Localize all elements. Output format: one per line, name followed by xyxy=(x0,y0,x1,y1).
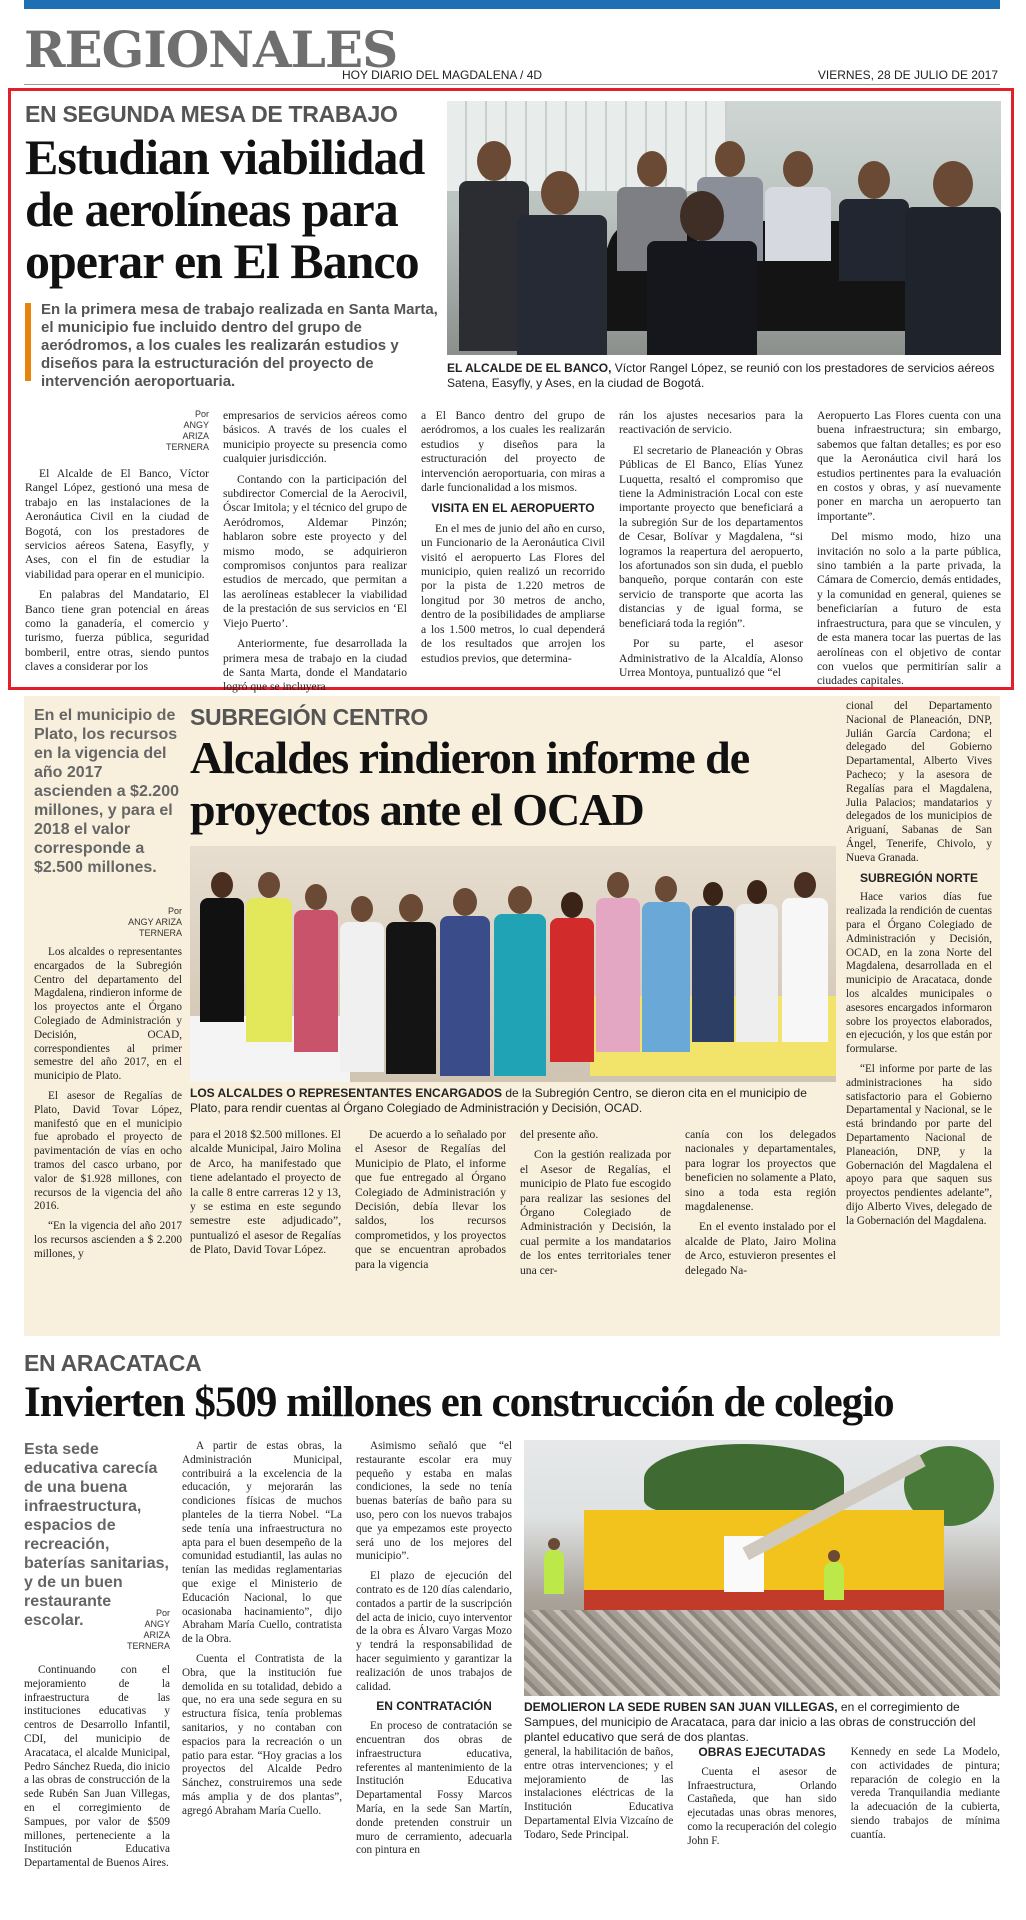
paragraph: Cuenta el asesor de Infraestructura, Orlando Castañeda, que han sido ejecutadas unas obras menores, como la recuperación del colegio John F. xyxy=(687,1765,837,1847)
red-wall-band xyxy=(584,1590,944,1610)
official xyxy=(692,882,734,1042)
caption-lead: DEMOLIERON LA SEDE RUBEN SAN JUAN VILLEGAS, xyxy=(524,1700,838,1714)
caption-text: de la Subregión Centro, se dieron cita en el municipio de Plato, para rendir cuentas al Órgano Colegiado de Administración y Decisión, OCAD. xyxy=(190,1086,807,1115)
paragraph: El plazo de ejecución del contrato es de 120 días calendario, contados a partir de la suscripción del acta de inicio, cuyo interventor de la obra es Álvaro Vargas Mozo y tendrá la responsabilidad de hacer seguimiento y garantizar la realización de unos trabajos de calidad. xyxy=(356,1570,512,1693)
caption-lead: LOS ALCALDES O REPRESENTANTES ENCARGADOS xyxy=(190,1086,503,1100)
article1-lead: En la primera mesa de trabajo realizada en Santa Marta, el municipio fue incluido dentro del grupo de aeródromos, a los cuales les realizarán estudios y diseños para la estructuración del proyecto de intervención aeroportuaria. xyxy=(41,301,438,390)
article2-caption xyxy=(190,1086,836,1116)
article1-column xyxy=(25,409,209,681)
article2-column xyxy=(685,1128,836,1328)
official xyxy=(386,894,436,1074)
group-photo xyxy=(190,846,836,1082)
official xyxy=(596,872,640,1052)
paragraph: Aeropuerto Las Flores cuenta con una buena infraestructura; sin embargo, sabemos que faltan detalles; es por eso que la Aeronáutica civil hará los estudios pertinentes para la evaluación en costos y obras, y así nuevamente poner en marcha un aeropuerto tan importante”. xyxy=(817,409,1001,523)
paragraph: canía con los delegados nacionales y departamentales, para lograr los proyectos que beneficien no solamente a Plato, sino a toda esta región magdalenense. xyxy=(685,1128,836,1214)
attendee xyxy=(765,151,831,261)
paragraph: Continuando con el mejoramiento de la infraestructura de las instituciones educativas y centros de Desarrollo Infantil, CDI, del municipio de Aracataca, el alcalde Municipal, Pedro Sánchez Rueda, dio inicio a las obras de construcción de la sede Rubén San Juan Villegas, en el corregimiento de Sampues, por valor de $509 millones, perteneciente a la Institución Educativa Departamental de Buenos Aires. xyxy=(24,1664,170,1870)
paragraph: En el mes de junio del año en curso, un Funcionario de la Aeronáutica Civil visitó el aeropuerto Las Flores del municipio, quien realizó un recorrido por la pista de 1.220 metros de longitud por 30 metros de ancho, dentro de la posibilidades de ampliarse a los 1.500 metros, lo cual dependerá de los resultados que arrojen los estudios previos, que determina- xyxy=(421,521,605,665)
article-ocad[interactable] xyxy=(24,696,1000,1336)
byline: Por ANGY ARIZA TERNERA xyxy=(165,409,209,452)
paragraph: El secretario de Planeación y Obras Públicas de El Banco, Elías Yunez Luquetta, resaltó el compromiso que tiene la Administración Local con este importante proyecto que beneficiará a la subregión Sur de los departamentos de Cesar, Bolívar y Magdalena, “si logramos la reapertura del aeropuerto, los afortunados son sin duda, el pueblo banqueño, porque contarán con este servicio de transporte que acorta las distancias y de igual forma, se beneficiará toda la región”. xyxy=(619,443,803,630)
attendee xyxy=(647,191,757,355)
publication-info: HOY DIARIO DEL MAGDALENA / 4D xyxy=(342,68,543,82)
caption-text: Víctor Rangel López, se reunió con los prestadores de servicios aéreos Satena, Easyfly, y Ases, en la ciudad de Bogotá. xyxy=(447,361,995,390)
subhead: EN CONTRATACIÓN xyxy=(376,1699,492,1714)
paragraph: Del mismo modo, hizo una invitación no solo a la parte pública, sino también a la parte privada, la Cámara de Comercio, demás entidades, y la comunidad en general, quienes se beneficiarían a futuro de esta infraestructura, para que se vinculen, y de esta manera tocar las puertas de las aerolíneas con el objetivo de contar con vuelos que permitirían salir a ciudades capitales. xyxy=(817,530,1001,688)
caption-text: en el corregimiento de Sampues, del municipio de Aracataca, para dar inicio a las obras de construcción del plantel educativo que será de dos plantas. xyxy=(524,1700,976,1744)
demolition-photo xyxy=(524,1440,1000,1696)
paragraph: Anteriormente, fue desarrollada la primera mesa de trabajo en la ciudad de Santa Marta, donde el Mandatario logró que se incluyera xyxy=(223,637,407,694)
article1-column xyxy=(223,409,407,694)
lead-accent-bar xyxy=(25,303,31,381)
attendee xyxy=(517,171,607,355)
paragraph: Los alcaldes o representantes encargados de la Subregión Centro del departamento del Magdalena, rindieron informe de los proyectos ante el Órgano Colegiado de Administración y Decisión, OCAD, correspondientes al primer semestre del año 2017, en el municipio de Plato. xyxy=(34,946,182,1083)
official xyxy=(550,892,594,1062)
official xyxy=(246,872,292,1042)
worker xyxy=(544,1538,564,1594)
article3-caption xyxy=(524,1700,1000,1745)
article1-headline: Estudian viabilidad de aerolíneas para operar en El Banco xyxy=(25,129,425,289)
trees xyxy=(644,1444,844,1514)
official xyxy=(200,872,244,1022)
official xyxy=(642,876,690,1052)
official xyxy=(440,888,490,1076)
paragraph: “El informe por parte de las administraciones ha sido satisfactorio para el Gobierno Departamental y Nacional, se le está brindando por parte del Departamento Nacional de Planeación, DNP, y la Gobernación del Magdalena el apoyo para que saquen sus proyectos pendientes adelante”, dijo Alberto Vives, delegado de la Gobernación del Magdalena. xyxy=(846,1062,992,1227)
paragraph: En el evento instalado por el alcalde de Plato, Jairo Molina de Arco, estuvieron presentes el delegado Na- xyxy=(685,1220,836,1277)
attendee xyxy=(905,161,1001,355)
issue-date: VIERNES, 28 DE JULIO DE 2017 xyxy=(817,68,998,82)
subhead: OBRAS EJECUTADAS xyxy=(698,1745,826,1759)
paragraph: Por su parte, el asesor Administrativo de la Alcaldía, Alonso Urrea Montoya, puntualizó que “el xyxy=(619,637,803,679)
paragraph: Asimismo señaló que “el restaurante escolar era muy pequeño y estaba en malas condiciones, la sede no tenía buenas baterías de baño para su uso, pero con los nuevos trabajos que ya empezamos este proyecto será uno de los mejores del municipio”. xyxy=(356,1440,512,1563)
article3-bottom-body xyxy=(524,1746,1000,1906)
paragraph: cional del Departamento Nacional de Planeación, DNP, Julián García Cardona; el delegado del Gobierno Departamental, Alberto Vives Pacheco; y la asesora de Regalías para el Magdalena, Julia Palacios; mandatarios y delegados de los municipios de Ariguaní, Sabanas de San Ángel, Tenerife, Chivolo, y Nueva Granada. xyxy=(846,700,992,864)
official xyxy=(494,886,546,1076)
article3-column xyxy=(182,1440,342,1825)
article2-column xyxy=(355,1128,506,1328)
article2-kicker: SUBREGIÓN CENTRO xyxy=(190,704,428,730)
paragraph: “En la vigencia del año 2017 los recursos ascienden a $ 2.200 millones, y xyxy=(34,1220,182,1260)
article3-left-column xyxy=(24,1664,170,1877)
article3-kicker: EN ARACATACA xyxy=(24,1350,202,1376)
paragraph: para el 2018 $2.500 millones. El alcalde Municipal, Jairo Molina de Arco, ha manifestado que tiene adelantado el proyecto de la calle 8 entre carreras 12 y 13, y se estima en este segundo semestre este adjudicado”, puntualizó el asesor de Regalías de Plato, David Tovar López. xyxy=(190,1128,342,1257)
article2-headline: Alcaldes rindieron informe de proyectos ante el OCAD xyxy=(190,732,750,835)
article2-column xyxy=(520,1128,671,1328)
top-color-bar xyxy=(24,0,1000,9)
article3-pullquote: Esta sede educativa carecía de una buena infraestructura, espacios de recreación, baterías sanitarias, y de un buen restaurante escolar. xyxy=(24,1441,169,1629)
article-el-banco[interactable] xyxy=(8,88,1014,694)
official xyxy=(294,884,338,1052)
paragraph: a El Banco dentro del grupo de aeródromos, a los cuales les realizarán estudios y diseños para la estructuración del proyecto de intervención aeroportuaria, con miras a darle funcionalidad a los mismos. xyxy=(421,409,605,495)
caption-lead: EL ALCALDE DE EL BANCO, xyxy=(447,361,612,375)
article3-column xyxy=(524,1746,673,1906)
article2-column xyxy=(190,1128,341,1328)
article3-headline: Invierten $509 millones en construcción de colegio xyxy=(24,1379,894,1426)
article2-left-column xyxy=(34,946,182,1268)
attendee xyxy=(839,161,909,281)
subhead: VISITA EN EL AEROPUERTO xyxy=(431,501,595,516)
article2-byline: Por ANGY ARIZA TERNERA xyxy=(128,906,182,938)
paragraph: Con la gestión realizada por el Asesor de Regalías, el municipio de Plato fue escogido para realizar las sesiones del Órgano Colegiado de Administración y Decisión, la cual permite a los mandatarios de los entes territoriales tener una cer- xyxy=(520,1148,671,1277)
article1-caption xyxy=(447,361,1001,391)
article3-column xyxy=(687,1746,836,1906)
rubble xyxy=(524,1610,1000,1696)
paragraph: general, la habilitación de baños, entre otras intervenciones; y el mejoramiento de las instalaciones eléctricas de la Institución Educativa Departamental Elvia Vizcaíno de Todaro, Sede Principal. xyxy=(524,1746,674,1841)
subhead: SUBREGIÓN NORTE xyxy=(859,870,978,885)
article-aracataca[interactable] xyxy=(24,1346,1000,1912)
paragraph: Contando con la participación del subdirector Comercial de la Aerocivil, Óscar Imitola; y el técnico del grupo de Aeródromos, Aldemar Pinzón; hablaron sobre este proyecto y del mismo modo, se adquirieron compromisos conjuntos para realizar estudios de mercado, que permitan a las aerolíneas establecer la viabilidad de la prestación de sus servicios en ‘El Viejo Puerto’. xyxy=(223,472,407,630)
article1-column xyxy=(421,409,605,681)
article2-right-column xyxy=(846,700,992,1234)
official xyxy=(736,880,778,1042)
worker xyxy=(824,1550,844,1600)
paragraph: A partir de estas obras, la Administración Municipal, contribuirá a la excelencia de la educación, y mejorarán las condiciones físicas de muchos planteles de la tierra Nobel. “La sede tenía una infraestructura no apta para el buen desempeño de la comunidad estudiantil, las aulas no tenían las medidas reglamentarias que exige el Ministerio de Educación Nacional, lo que ocasionaba hacinamiento”, dijo Abraham María Cuello, contratista de la Obra. xyxy=(182,1440,342,1646)
article3-column xyxy=(851,1746,1000,1906)
article1-body xyxy=(25,409,1001,694)
paragraph: empresarios de servicios aéreos como básicos. A través de los cuales el municipio proyecte su presencia como cualquier jurisdicción. xyxy=(223,409,407,466)
paragraph: Cuenta el Contratista de la Obra, que la institución fue demolida en su totalidad, debido a que, no era una sede segura en su estructura física, tenía problemas sanitarios, y no contaban con espacios para la recreación o un patio para estar. “Hoy gracias a los proyectos del Alcalde Pedro Sánchez, construiremos una sede más amplia y de dos plantas”, agregó Abraham María Cuello. xyxy=(182,1652,342,1817)
paragraph: rán los ajustes necesarios para la reactivación de servicio. xyxy=(619,409,803,437)
article2-body xyxy=(190,1128,836,1328)
paragraph: De acuerdo a lo señalado por el Asesor de Regalías del Municipio de Plato, el informe que fue entregado al Órgano Colegiado de Administración y Decisión, debía llevar los saldos, los recursos comprometidos, y los proyectos que se encuentran aprobados para la vigencia xyxy=(355,1128,506,1271)
paragraph: Hace varios días fue realizada la rendición de cuentas para el Órgano Colegiado de Administración y Decisión, OCAD, en la zona Norte del Magdalena, desarrollada en el municipio de Aracataca, donde los alcaldes municipales o asesores encargados informaron sobre los proyectos elaborados, en ejecución, y los que están por formularse. xyxy=(846,891,992,1056)
official xyxy=(340,896,384,1072)
paragraph: En palabras del Mandatario, El Banco tiene gran potencial en áreas como la ganadería, el comercio y turismo, fuerza pública, seguridad bomberil, entre otras, siendo puntos claves a considerar por los xyxy=(25,588,209,674)
paragraph: del presente año. xyxy=(520,1128,599,1141)
masthead-divider xyxy=(24,84,1000,85)
section-title: REGIONALES xyxy=(24,20,398,79)
article1-column xyxy=(619,409,803,681)
article2-pullquote: En el municipio de Plato, los recursos en la vigencia del año 2017 ascienden a $2.200 millones, y para el 2018 el valor corresponde a $2.500 millones. xyxy=(34,707,179,876)
paragraph: El Alcalde de El Banco, Víctor Rangel López, gestionó una mesa de trabajo en las instalaciones de la Aeronáutica Civil en la ciudad de Bogotá, con los prestadores de servicios aéreos Satena, Easyfly, y Ases, con el fin de estudiar la viabilidad para operar en el municipio. xyxy=(25,467,209,581)
paragraph: El asesor de Regalías de Plato, David Tovar López, manifestó que en el municipio fue aprobado el proyecto de pavimentación de vías en ocho tramos del casco urbano, por valor de $1.928 millones, con recursos de la vigencia del año 2016. xyxy=(34,1089,182,1213)
article3-column xyxy=(356,1440,512,1864)
paragraph: Kennedy en sede La Modelo, con actividades de pintura; reparación de colegio en la vereda Tranquilandia mediante la adecuación de la cubierta, siendo trabajos de mínima cuantía. xyxy=(850,1746,1000,1841)
article1-column xyxy=(817,409,1001,688)
article3-byline: Por ANGY ARIZA TERNERA xyxy=(126,1608,170,1651)
official xyxy=(782,872,828,1042)
meeting-photo xyxy=(447,101,1001,355)
article1-kicker: EN SEGUNDA MESA DE TRABAJO xyxy=(25,101,398,127)
paragraph: En proceso de contratación se encuentran dos obras de infraestructura educativa, referentes al mantenimiento de la Institución Educativa Departamental Fossy Marcos María, en la sede San Martín, donde pretenden construir un muro de cerramiento, adecuarla con pintura en xyxy=(356,1720,512,1857)
